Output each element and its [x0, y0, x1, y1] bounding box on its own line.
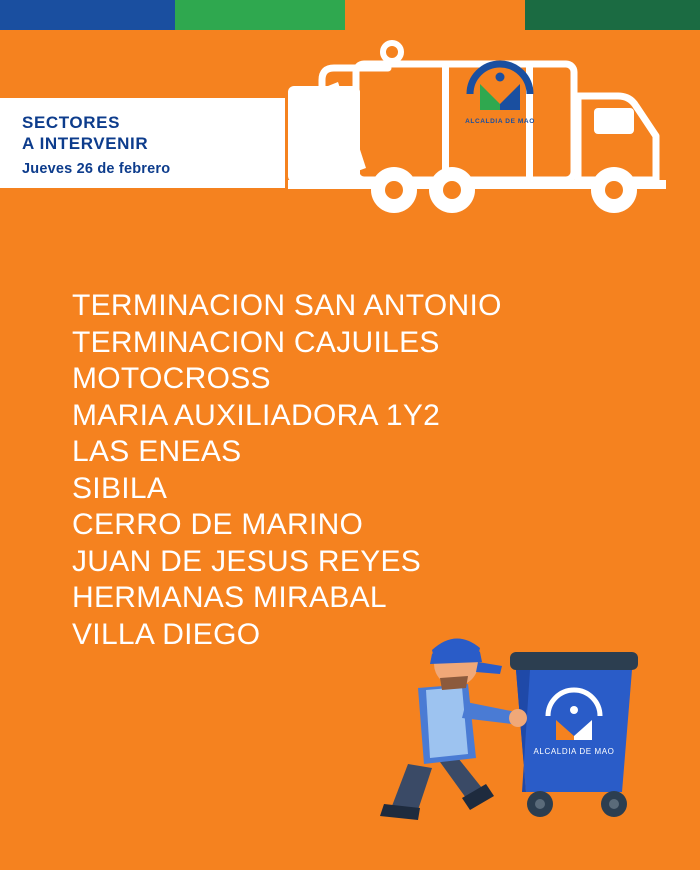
top-color-strips	[0, 0, 700, 30]
title-card	[0, 98, 285, 188]
list-item: TERMINACION SAN ANTONIO	[72, 289, 502, 322]
strip-blue	[0, 0, 175, 30]
strip-green	[175, 0, 345, 30]
list-item: CERRO DE MARINO	[72, 508, 364, 541]
title-line-1: SECTORES	[22, 113, 121, 132]
list-item: TERMINACION CAJUILES	[72, 325, 440, 359]
list-item: LAS ENEAS	[72, 435, 242, 468]
logo-mark-icon	[458, 60, 542, 112]
strip-dark-green	[525, 0, 700, 30]
title-line-2: A INTERVENIR	[22, 134, 149, 153]
logo-caption: ALCALDIA DE MAO	[465, 118, 535, 125]
list-item: SIBILA	[72, 471, 168, 505]
sanitation-worker-icon	[370, 592, 660, 852]
list-item: VILLA DIEGO	[72, 617, 261, 651]
svg-text:ALCALDIA DE MAO: ALCALDIA DE MAO	[533, 747, 615, 756]
strip-orange	[345, 0, 525, 30]
list-item: MOTOCROSS	[72, 362, 271, 395]
list-item: MARIA AUXILIADORA 1Y2	[72, 398, 441, 432]
worker-figure	[380, 638, 527, 820]
title-date: Jueves 26 de febrero	[22, 161, 171, 177]
list-item: JUAN DE JESUS REYES	[72, 544, 422, 578]
wheelie-bin-icon	[510, 652, 638, 817]
alcaldia-logo	[455, 60, 545, 130]
list-item: HERMANAS MIRABAL	[72, 581, 387, 614]
